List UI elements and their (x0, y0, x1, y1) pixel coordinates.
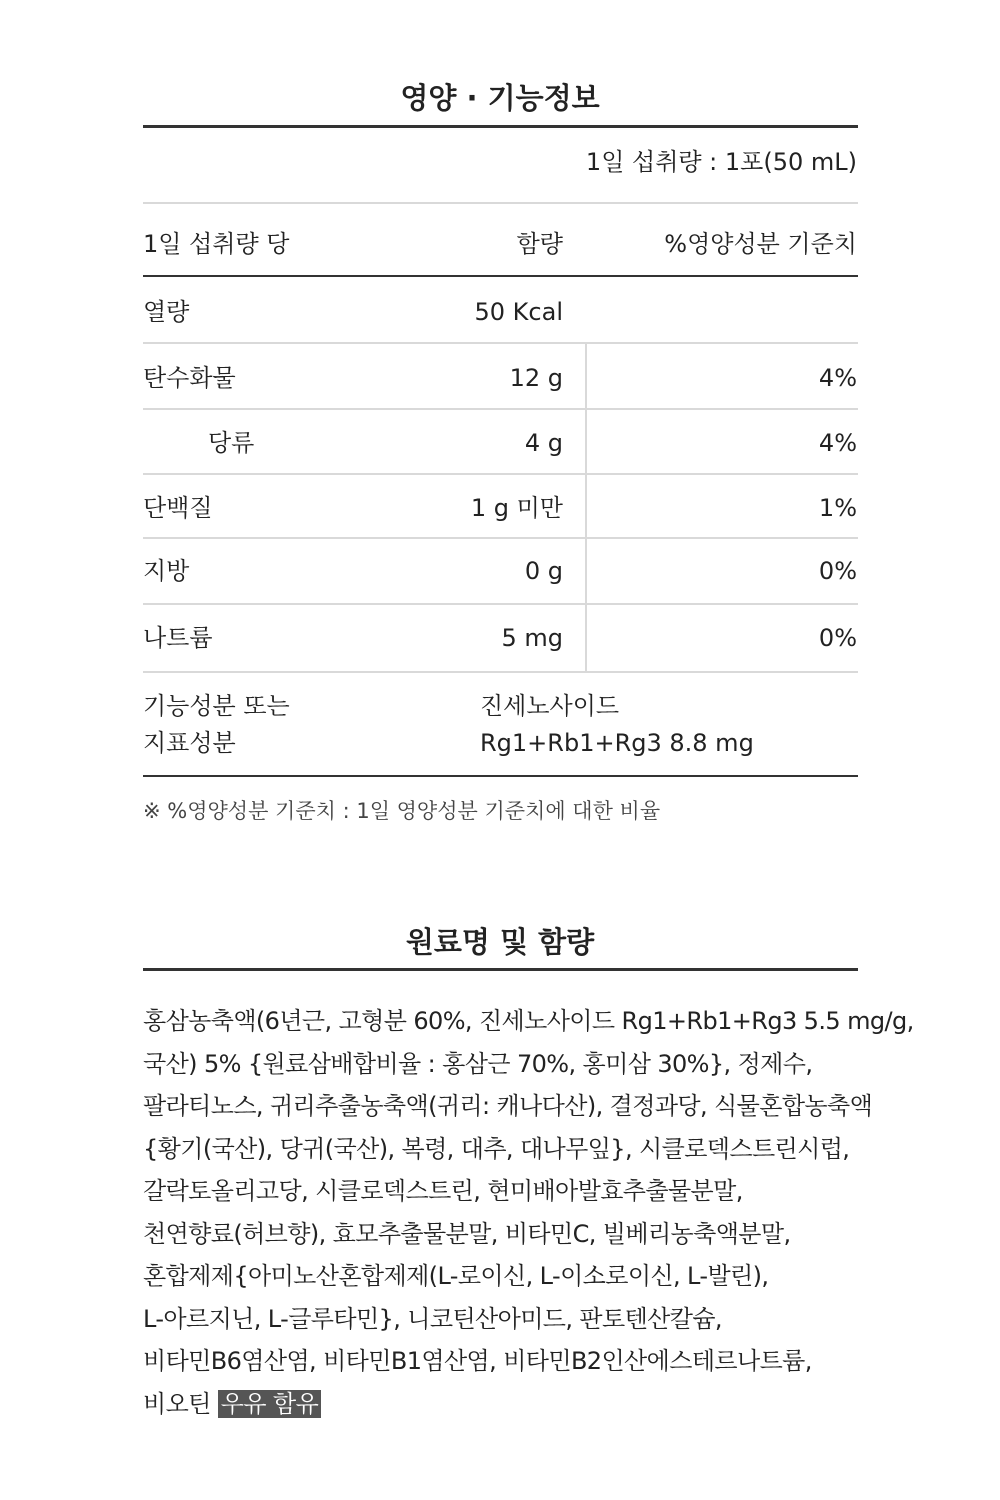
allergen-badge: 우유 함유 (218, 1390, 321, 1418)
functional-label: 지표성분 (143, 729, 236, 757)
nutrient-amount: 50 Kcal (474, 298, 563, 326)
header-daily-value: %영양성분 기준치 (664, 230, 857, 258)
functional-value: 진세노사이드 (480, 692, 620, 720)
ingredient-line: 비타민B6염산염, 비타민B1염산염, 비타민B2인산에스테르나트륨, (143, 1347, 812, 1375)
functional-label: 기능성분 또는 (143, 692, 290, 720)
nutrition-top-rule (143, 125, 858, 128)
divider (143, 671, 858, 673)
ingredients-list (143, 1000, 914, 1425)
nutrient-amount: 4 g (524, 429, 563, 457)
ingredients-title: 원료명 및 함량 (405, 925, 595, 959)
ingredient-line: 천연향료(허브향), 효모추출물분말, 비타민C, 빌베리농축액분말, (143, 1219, 791, 1248)
ingredient-line: L-아르지닌, L-글루타민}, 니코틴산아미드, 판토텐산칼슘, (143, 1304, 722, 1333)
nutrient-amount: 12 g (509, 364, 563, 392)
column-separator (585, 344, 587, 672)
ingredient-line: 국산) 5% {원료삼배합비율 : 홍삼근 70%, 홍미삼 30%}, 정제수, (143, 1049, 813, 1078)
nutrition-bottom-rule (143, 775, 858, 777)
divider (143, 603, 858, 605)
nutrient-amount: 0 g (524, 557, 563, 585)
nutrient-daily-value: 4% (818, 364, 857, 392)
header-amount: 함량 (516, 230, 563, 258)
nutrient-name: 탄수화물 (143, 364, 236, 392)
ingredient-line: 혼합제제{아미노산혼합제제(L-로이신, L-이소로이신, L-발린), (143, 1262, 769, 1290)
footnote: ※ %영양성분 기준치 : 1일 영양성분 기준치에 대한 비율 (143, 799, 661, 823)
nutrient-name: 지방 (143, 557, 190, 585)
ingredient-line: 홍삼농축액(6년근, 고형분 60%, 진세노사이드 Rg1+Rb1+Rg3 5.5 mg/g, (143, 1007, 914, 1035)
nutrition-title: 영양 · 기능정보 (400, 81, 600, 115)
divider (143, 473, 858, 475)
nutrient-daily-value: 0% (818, 624, 857, 652)
ingredient-line: {황기(국산), 당귀(국산), 복령, 대추, 대나무잎}, 시클로덱스트린시럽, (143, 1134, 850, 1163)
divider (143, 408, 858, 410)
ingredient-text: 비오틴 (143, 1389, 211, 1418)
nutrient-name: 당류 (208, 429, 255, 457)
nutrient-amount: 1 g 미만 (470, 494, 563, 522)
nutrient-name: 나트륨 (143, 624, 213, 652)
nutrient-amount: 5 mg (501, 624, 563, 652)
ingredient-line: 팔라티노스, 귀리추출농축액(귀리: 캐나다산), 결정과당, 식물혼합농축액 (143, 1092, 873, 1120)
functional-value: Rg1+Rb1+Rg3 8.8 mg (480, 729, 754, 757)
divider (143, 202, 858, 204)
nutrient-daily-value: 4% (818, 429, 857, 457)
ingredient-line: 갈락토올리고당, 시클로덱스트린, 현미배아발효추출물분말, (143, 1177, 743, 1205)
header-rule (143, 275, 858, 277)
ingredients-top-rule (143, 968, 858, 971)
divider (143, 537, 858, 539)
header-per-serving: 1일 섭취량 당 (143, 230, 290, 258)
nutrient-name: 열량 (143, 298, 190, 326)
nutrient-daily-value: 1% (818, 494, 857, 522)
serving-size: 1일 섭취량 : 1포(50 mL) (585, 148, 857, 176)
nutrient-daily-value: 0% (818, 557, 857, 585)
divider (143, 342, 858, 344)
ingredient-line-last (143, 1383, 883, 1426)
nutrient-name: 단백질 (143, 494, 213, 522)
